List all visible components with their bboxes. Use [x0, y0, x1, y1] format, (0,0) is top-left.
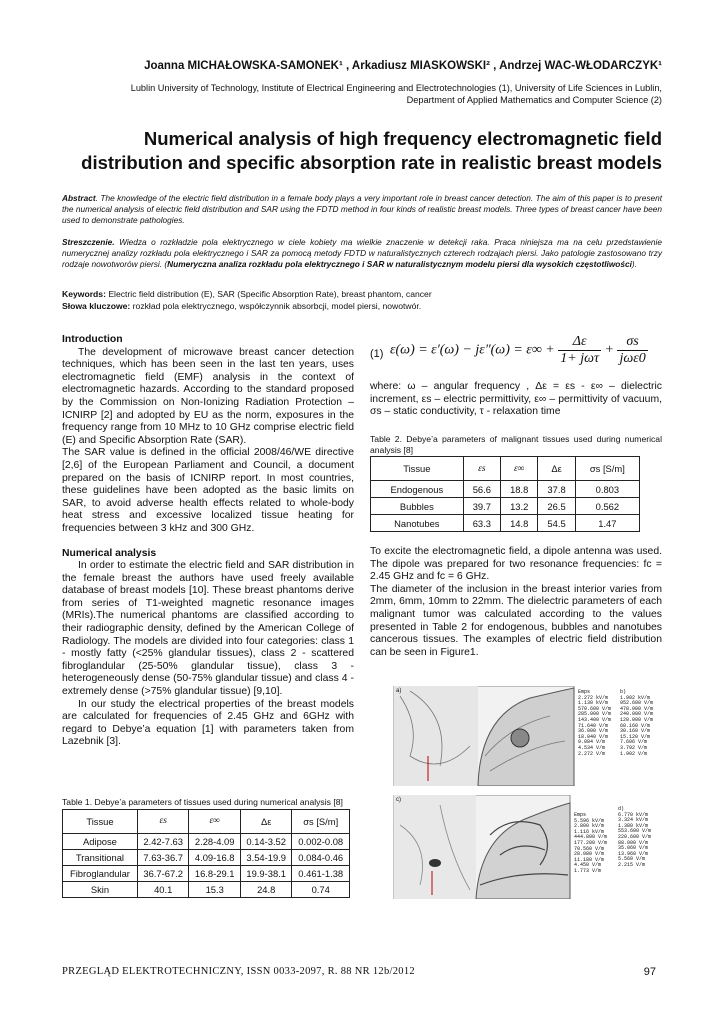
- legend-entry: 177.200 V/m: [574, 839, 608, 846]
- streszczenie-text: Wiedza o rozkładzie pola elektrycznego w ciele kobiety ma wielkie znaczenie w detekcji raka. Praca niniejsza ma na celu przedstawienie numerycznej analizy rozkładu pola elektrycznego i SAR za pomocą metody FDTD w naturalistycznych czterech rodzajach piersi. Jako patologie zastosowano trzy rodzaje nowotworów piersi. (: [62, 237, 662, 269]
- legend-header: Emps: [574, 812, 587, 818]
- equation-plus: +: [604, 342, 614, 358]
- abstract-text: . The knowledge of the electric field distribution in a female body plays a very important role in breast cancer detection. The aim of this paper is to present the numerical analysis of electric field distribution and SAR using the FDTD method in four kinds of realistic breast models. Three types of breast cancer have been used to demonstrate pathologies.: [62, 193, 662, 225]
- slowa-kluczowe: [62, 301, 662, 313]
- legend-entry: 5.596 kV/m: [574, 817, 605, 824]
- table-cell: 37.8: [538, 481, 575, 498]
- legend-entry: 3.324 kV/m: [618, 817, 649, 824]
- legend-header: Emps: [578, 689, 591, 695]
- streszczenie-title: Numeryczna analiza rozkładu pola elektrycznego i SAR w naturalistycznym modelu piersi dla wysokich częstotliwości: [167, 258, 632, 269]
- table-row: [371, 481, 640, 498]
- table-cell: 18.8: [501, 481, 538, 498]
- legend-entry: 1.902 V/m: [620, 750, 648, 757]
- abstract: [62, 193, 662, 225]
- table-cell: 1.47: [575, 515, 639, 532]
- legend-b: [620, 690, 653, 757]
- slowa-text: rozkład pola elektrycznego, współczynnik absorbcji, model piersi, nowotwór.: [130, 300, 422, 311]
- affiliations: [62, 82, 662, 106]
- table2: [370, 456, 640, 532]
- legend-entry: 143.400 V/m: [578, 716, 612, 723]
- table-cell: Transitional: [63, 849, 138, 865]
- equation-body: [390, 334, 648, 367]
- figure-1-bottom: [380, 795, 662, 899]
- legend-entry: 11.180 V/m: [574, 856, 605, 863]
- legend-entry: 70.560 V/m: [574, 845, 605, 852]
- table-cell: Endogenous: [371, 481, 464, 498]
- table-cell: 24.8: [240, 881, 292, 897]
- authors: Joanna MICHAŁOWSKA-SAMONEK¹ , Arkadiusz MIASKOWSKI² , Andrzej WAC-WŁODARCZYK¹: [144, 60, 662, 72]
- table2-header: σs [S/m]: [575, 457, 639, 481]
- fraction-2: [617, 334, 647, 367]
- right-text: [370, 546, 662, 659]
- plot-panel-a: [394, 686, 478, 786]
- table2-header-row: [371, 457, 640, 481]
- table-cell: 36.7-67.2: [137, 865, 189, 881]
- table-cell: 0.803: [575, 481, 639, 498]
- legend-entry: 6.770 kV/m: [618, 811, 649, 818]
- legend-entry: 4.534 V/m: [578, 744, 606, 751]
- table2-header: Δε: [538, 457, 575, 481]
- legend-entry: 28.080 V/m: [574, 851, 605, 858]
- legend-entry: 553.600 V/m: [618, 828, 652, 835]
- figure-1-top: [380, 686, 662, 786]
- table1-caption: Table 1. Debye’a parameters of tissues used during numerical analysis [8]: [62, 797, 343, 807]
- table-cell: 0.084-0.46: [292, 849, 350, 865]
- streszczenie-end: ).: [631, 258, 637, 269]
- table-cell: 0.74: [292, 881, 350, 897]
- table-cell: Fibroglandular: [63, 865, 138, 881]
- table-cell: 7.63-36.7: [137, 849, 189, 865]
- fraction-1: [558, 334, 601, 367]
- equation-1: [370, 334, 662, 378]
- legend-entry: 220.600 V/m: [618, 833, 652, 840]
- affiliation-line-1: Lublin University of Technology, Institute of Electrical Engineering and Electrotechnologies (1), University of Life Sciences in Lublin,: [130, 83, 662, 93]
- abstract-label: Abstract: [62, 193, 96, 203]
- legend-entry: 35.060 V/m: [618, 845, 649, 852]
- legend-entry: 1.773 V/m: [574, 867, 602, 874]
- table-cell: 13.2: [501, 498, 538, 515]
- legend-entry: 570.600 V/m: [578, 705, 612, 712]
- table-cell: 40.1: [137, 881, 189, 897]
- legend-entry: 2.272 V/m: [578, 750, 606, 757]
- legend-entry: 1.902 kV/m: [620, 694, 651, 701]
- table-row: [371, 515, 640, 532]
- legend-a: [578, 690, 611, 757]
- keywords-block: [62, 289, 662, 312]
- right-paragraph-1: To excite the electromagnetic field, a dipole antenna was used. The dipole was prepared for two resonance frequencies: fc = 2.45 GHz and fc = 6 GHz.: [370, 546, 662, 583]
- table-cell: 39.7: [463, 498, 500, 515]
- table-cell: 0.461-1.38: [292, 865, 350, 881]
- legend-c: [574, 813, 607, 875]
- legend-entry: 9.084 V/m: [578, 739, 606, 746]
- page-number: 97: [643, 966, 656, 978]
- table-cell: 26.5: [538, 498, 575, 515]
- table-row: [63, 865, 350, 881]
- fraction-1-denominator: 1+ jωτ: [560, 351, 599, 366]
- table2-header: εs: [463, 457, 500, 481]
- slowa-label: Słowa kluczowe:: [62, 300, 131, 311]
- legend-entry: 4.450 V/m: [574, 862, 602, 869]
- table1-header: Δε: [240, 809, 292, 833]
- keywords: [62, 289, 662, 301]
- legend-entry: 478.000 V/m: [620, 705, 654, 712]
- table-cell: 54.5: [538, 515, 575, 532]
- table-cell: Adipose: [63, 833, 138, 849]
- table-cell: Skin: [63, 881, 138, 897]
- fraction-2-numerator: σs: [617, 334, 647, 351]
- table2-header: Tissue: [371, 457, 464, 481]
- table-cell: Bubbles: [371, 498, 464, 515]
- legend-entry: 7.606 V/m: [620, 739, 648, 746]
- table2-block: [370, 434, 662, 532]
- title-line-1: Numerical analysis of high frequency electromagnetic field: [143, 128, 662, 149]
- table-cell: 19.9-38.1: [240, 865, 292, 881]
- tumor-inclusion: [429, 859, 441, 867]
- table-cell: 2.28-4.09: [189, 833, 241, 849]
- legend-entry: 2.272 kV/m: [578, 694, 609, 701]
- numerical-paragraph-1: In order to estimate the electric field and SAR distribution in the female breast the authors have used freely available database of breast models [10]. These breast phantoms derive from series of T1-weighted magnetic resonance images (MRIs).The numerical phantoms are classified according to their radiographic density, defined by the American College of Radiology. The models are divided into four categories: class 1 - mostly fatty (<25% glandular tissues), class 2 - scattered fibroglandular (25-50% glandular tissue), class 3 - heterogeneously dense (50-75% glandular tissue) and class 4 - extremely dense (>75% glandular tissue) [9,10].: [62, 560, 354, 698]
- where-text: where: ω – angular frequency , Δε = εs - ε∞ – dielectric increment, εs – electric permittivity, ε∞ – permittivity of vacuum, σs – static conductivity, τ - relaxation time: [370, 381, 662, 418]
- table-row: [63, 881, 350, 897]
- table-row: [371, 498, 640, 515]
- right-paragraph-2: The diameter of the inclusion in the breast interior varies from 2mm, 6mm, 10mm to 22mm. The dielectric parameters of each malignant tumor was calculated according to the values presented in Table 2 for endogenous, bubbles and nanotubes cancerous tissues. The examples of electric field distribution can be seen in Figure1.: [370, 583, 662, 658]
- figure-label-a: a): [396, 688, 402, 694]
- legend-entry: 444.800 V/m: [574, 834, 608, 841]
- legend-entry: 1.116 kV/m: [574, 828, 605, 835]
- journal-footer: PRZEGLĄD ELEKTROTECHNICZNY, ISSN 0033-2097, R. 88 NR 12b/2012: [62, 966, 415, 977]
- legend-entry: 88.000 V/m: [618, 839, 649, 846]
- legend-entry: 5.560 V/m: [618, 856, 646, 863]
- table-cell: 16.8-29.1: [189, 865, 241, 881]
- figure-label-c-left: c): [396, 797, 401, 803]
- table1-header-row: [63, 809, 350, 833]
- table1-block: [62, 797, 354, 898]
- figure-label-b: b): [620, 689, 627, 695]
- table1-header: σs [S/m]: [292, 809, 350, 833]
- table-cell: 0.002-0.08: [292, 833, 350, 849]
- tumor-inclusion: [511, 729, 529, 747]
- table2-caption: Table 2. Debye’a parameters of malignant tissues used during numerical analysis [8]: [370, 434, 662, 455]
- table1-header: ε∞: [189, 809, 241, 833]
- legend-entry: 60.160 V/m: [620, 722, 651, 729]
- table2-header: ε∞: [501, 457, 538, 481]
- table-cell: 4.09-16.8: [189, 849, 241, 865]
- fraction-2-denominator: jωε0: [619, 351, 646, 366]
- table-cell: 15.3: [189, 881, 241, 897]
- legend-entry: 36.000 V/m: [578, 728, 609, 735]
- legend-entry: 240.000 V/m: [620, 711, 654, 718]
- table-cell: 63.3: [463, 515, 500, 532]
- table-cell: 56.6: [463, 481, 500, 498]
- introduction-heading: Introduction: [62, 334, 123, 345]
- table-cell: Nanotubes: [371, 515, 464, 532]
- legend-entry: 2.800 kV/m: [574, 823, 605, 830]
- legend-entry: 3.792 V/m: [620, 744, 648, 751]
- figure-label-d: d): [618, 806, 625, 812]
- legend-entry: 71.640 V/m: [578, 722, 609, 729]
- table-cell: 3.54-19.9: [240, 849, 292, 865]
- legend-entry: 952.600 V/m: [620, 700, 654, 707]
- legend-d: [618, 807, 651, 869]
- legend-entry: 1.380 kV/m: [618, 822, 649, 829]
- legend-entry: 120.000 V/m: [620, 716, 654, 723]
- table-row: [63, 833, 350, 849]
- intro-paragraph-2: The SAR value is defined in the official 2008/46/WE directive [2,6] of the European Parliament and Council, a document prepared on the basis of ICNIRP report. In most countries, these guidelines have been adopted as the basic limits on SAR, to avoid adverse health effects related to whole-body heat stress and excessive localized tissue heating for frequencies between 3 kHz and 300 GHz.: [62, 447, 354, 534]
- streszczenie: [62, 237, 662, 269]
- table-row: [63, 849, 350, 865]
- legend-entry: 285.000 V/m: [578, 711, 612, 718]
- legend-entry: 1.130 kV/m: [578, 700, 609, 707]
- keywords-label: Keywords:: [62, 289, 106, 299]
- legend-entry: 2.215 V/m: [618, 861, 646, 868]
- table-cell: 0.14-3.52: [240, 833, 292, 849]
- legend-entry: 30.160 V/m: [620, 728, 651, 735]
- fraction-1-numerator: Δε: [558, 334, 601, 351]
- affiliation-line-2: Department of Applied Mathematics and Computer Science (2): [406, 95, 662, 105]
- plot-panel-c: [394, 795, 476, 899]
- keywords-text: Electric field distribution (E), SAR (Specific Absorption Rate), breast phantom, cancer: [105, 289, 432, 299]
- title-line-2: distribution and specific absorption rate in realistic breast models: [81, 152, 662, 173]
- numerical-paragraph-2: In our study the electrical properties of the breast models are calculated for frequencies of 2.45 GHz and 6GHz with regard to Debye’a equation [1] with parameters taken from Lazebnik [3].: [62, 698, 354, 748]
- equation-lhs: ε(ω) = ε′(ω) − jε″(ω) = ε∞ +: [390, 342, 555, 358]
- paper-title: [40, 127, 662, 175]
- legend-entry: 15.120 V/m: [620, 733, 651, 740]
- equation-number: (1): [370, 348, 384, 360]
- table-cell: 14.8: [501, 515, 538, 532]
- legend-entry: 13.960 V/m: [618, 850, 649, 857]
- table-cell: 0.562: [575, 498, 639, 515]
- legend-entry: 18.040 V/m: [578, 733, 609, 740]
- table1-header: Tissue: [63, 809, 138, 833]
- left-column: [62, 334, 354, 749]
- table-cell: 2.42-7.63: [137, 833, 189, 849]
- table1: [62, 809, 350, 898]
- numerical-analysis-heading: Numerical analysis: [62, 547, 157, 559]
- streszczenie-label: Streszczenie.: [62, 237, 115, 247]
- intro-paragraph-1: The development of microwave breast cancer detection techniques, which has been seen in the last ten years, uses electromagnetic field (EMF) analysis in the context of electromagnetic hazards. According to the standard proposed by the Commission on Non-Ionizing Radiation Protection – ICNIRP [2] and adopted by EU as the norm, exposures in the frequency range from 10 MHz to 10 GHz comprise electric field (E) and Specific Absorption Rate (SAR).: [62, 346, 354, 446]
- table1-header: εs: [137, 809, 189, 833]
